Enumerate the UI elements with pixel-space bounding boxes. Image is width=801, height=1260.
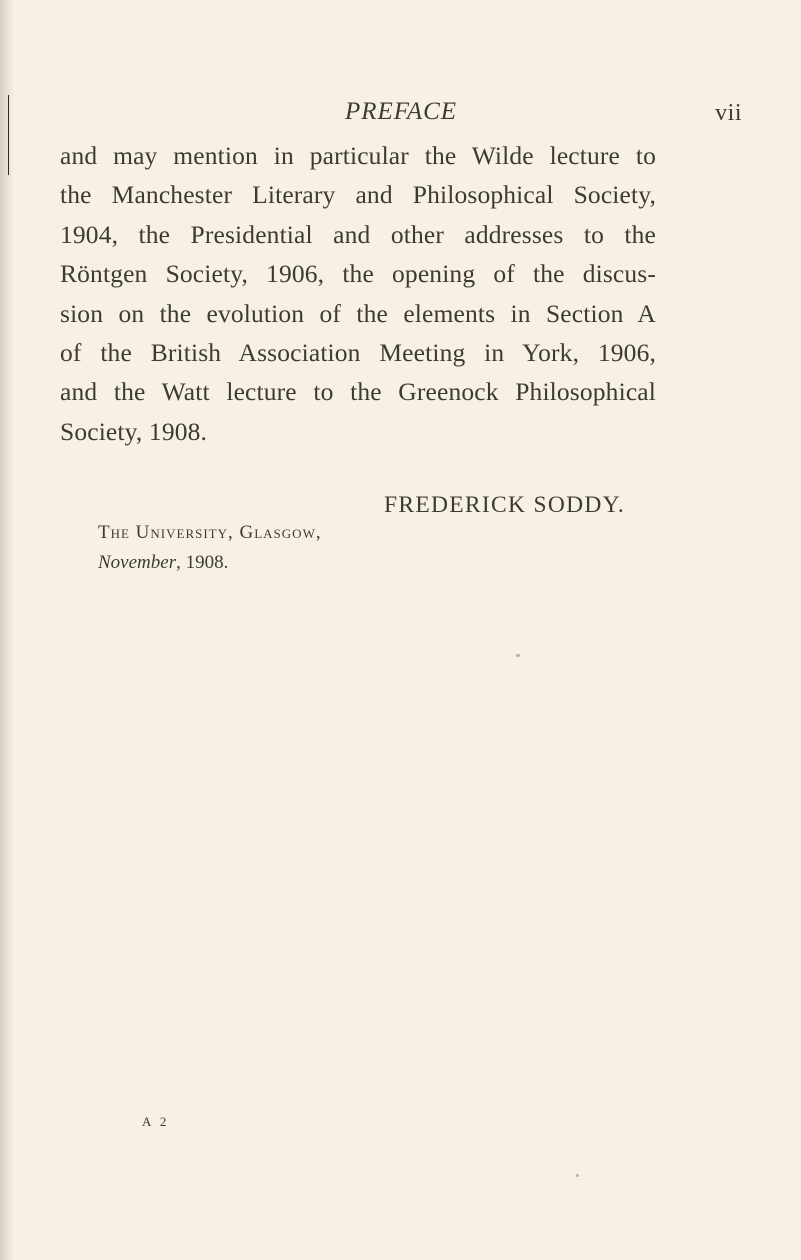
dateline-month: November: [98, 552, 177, 573]
text-line: and may mention in particular the Wilde lecture to: [60, 141, 656, 170]
text-line: of the British Association Meeting in York, 1906,: [60, 338, 656, 368]
running-title: PREFACE: [344, 98, 458, 125]
paper-speck: [516, 654, 520, 657]
text-line: and the Watt lecture to the Greenock Philosophical: [60, 377, 656, 407]
text-line: the Manchester Literary and Philosophical Society,: [60, 180, 656, 210]
dateline-year: , 1908.: [176, 552, 229, 573]
text-line: Röntgen Society, 1906, the opening of the discus-: [60, 259, 656, 289]
running-head: [60, 98, 742, 138]
author-signature: FREDERICK SODDY.: [384, 492, 626, 518]
dateline-date: [98, 548, 322, 578]
printer-signature-mark: A 2: [142, 1114, 170, 1129]
dateline-place: The University, Glasgow,: [98, 522, 322, 543]
text-line: sion on the evolution of the elements in Section A: [60, 298, 656, 328]
dateline: [98, 518, 322, 578]
text-line: Society, 1908.: [60, 416, 208, 446]
preface-paragraph: [60, 136, 656, 451]
text-line: 1904, the Presidential and other addresses to the: [60, 219, 656, 249]
gutter-mark: [8, 95, 9, 175]
paper-speck: [576, 1174, 579, 1177]
page-number: vii: [715, 100, 742, 126]
gutter-shadow: [0, 0, 14, 1260]
